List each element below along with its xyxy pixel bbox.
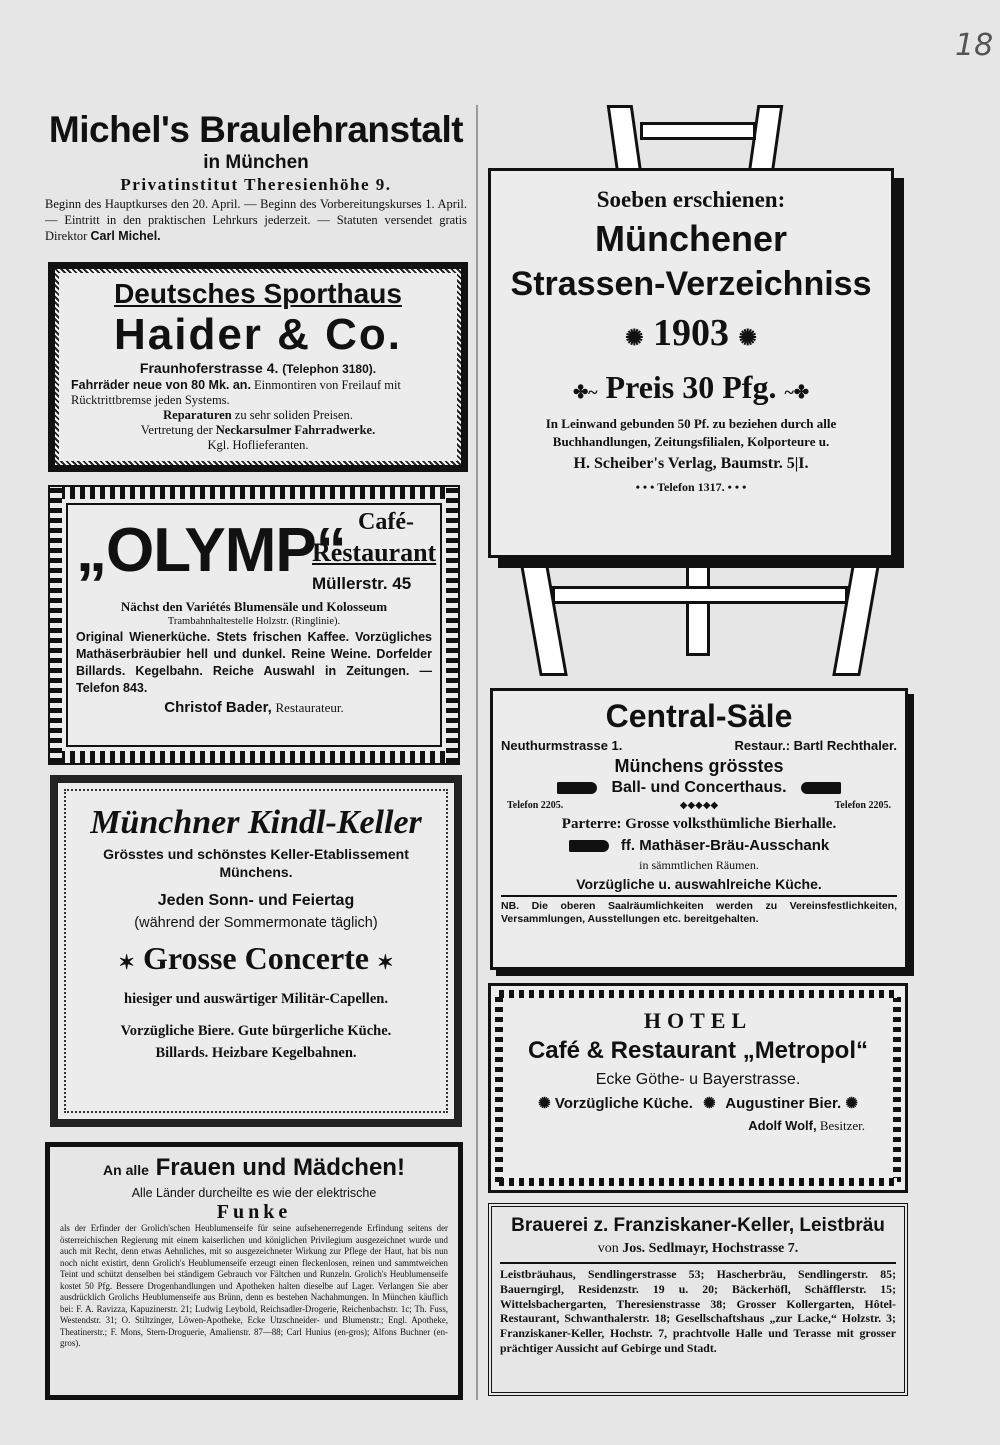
easel-leg-left-bottom bbox=[520, 565, 568, 676]
easel-leg-right-bottom bbox=[832, 565, 880, 676]
sporthaus-inner bbox=[59, 273, 457, 461]
hotel-inner bbox=[509, 1004, 887, 1172]
olymp-right-teeth bbox=[446, 487, 458, 763]
olymp-owner: Christof Bader, bbox=[164, 699, 272, 716]
strassen-year-line bbox=[501, 307, 881, 364]
strassen-phone: • • • Telefon 1317. • • • bbox=[635, 480, 747, 494]
olymp-restaurant: Restaurant bbox=[312, 538, 437, 567]
central-ad bbox=[490, 688, 908, 970]
michel-line: Privatinstitut Theresienhöhe 9. bbox=[120, 175, 392, 194]
strassen-year: 1903 bbox=[653, 312, 729, 354]
central-tel-row bbox=[501, 799, 897, 813]
star-icon: ✶ bbox=[377, 952, 394, 974]
olymp-ad bbox=[48, 485, 460, 765]
flower-icon: ✺ bbox=[845, 1095, 858, 1112]
easel-bar-bottom bbox=[552, 586, 848, 604]
olymp-top-teeth bbox=[50, 487, 458, 499]
brauerei-owner: Jos. Sedlmayr, Hochstrasse 7. bbox=[622, 1241, 799, 1256]
sporthaus-address-line bbox=[71, 359, 445, 378]
olymp-body: Original Wienerküche. Stets frischen Kaffee. Vorzügliches Mathäserbräubier hell und dunkel. Reine Weine. Dorfelder Billards. Kegelbahn. Reiche Auswahl in Zeitungen. — Telefon 843. bbox=[76, 630, 432, 695]
central-ausschank: ff. Mathäser-Bräu-Ausschank bbox=[620, 837, 830, 854]
strassen-body: In Leinwand gebunden 50 Pf. zu beziehen durch alle Buchhandlungen, Zeitungsfilialen, Kolporteure u. bbox=[545, 416, 837, 449]
central-rooms: in sämmtlichen Räumen. bbox=[639, 858, 759, 872]
ornament-left-icon: ✤~ bbox=[573, 382, 598, 402]
pointing-hand-right-icon bbox=[569, 840, 609, 852]
frauen-ad bbox=[45, 1142, 463, 1400]
hotel-address: Ecke Göthe- u Bayerstrasse. bbox=[595, 1071, 801, 1088]
sporthaus-repairs bbox=[71, 408, 445, 423]
sporthaus-ad bbox=[48, 262, 468, 472]
flower-icon: ✺ bbox=[625, 325, 644, 350]
olymp-bottom-teeth bbox=[50, 751, 458, 763]
hotel-bottom-teeth bbox=[499, 1178, 897, 1186]
kindl-billards: Billards. Heizbare Kegelbahnen. bbox=[155, 1045, 357, 1061]
olymp-near: Nächst den Variétés Blumensäle und Kolosseum bbox=[120, 599, 388, 614]
flower-icon: ✺ bbox=[703, 1095, 716, 1112]
olymp-name: „OLYMP“ bbox=[76, 516, 346, 585]
flower-icon: ✺ bbox=[538, 1095, 551, 1112]
hotel-left-teeth bbox=[495, 994, 503, 1182]
hotel-ad bbox=[488, 983, 908, 1193]
hotel-kitchen: Vorzügliche Küche. bbox=[554, 1095, 693, 1112]
hotel-right-teeth bbox=[893, 994, 901, 1182]
hotel-owner-line bbox=[515, 1116, 881, 1136]
frauen-head-big: Frauen und Mädchen! bbox=[155, 1154, 405, 1181]
strassen-price-line bbox=[501, 364, 881, 415]
sporthaus-agency-bold: Neckarsulmer Fahrradwerke. bbox=[215, 423, 376, 437]
central-kitchen: Vorzügliche u. auswahlreiche Küche. bbox=[576, 876, 822, 892]
hotel-features bbox=[515, 1092, 881, 1116]
strassen-price: Preis 30 Pfg. bbox=[605, 369, 777, 405]
kindl-chapels: hiesiger und auswärtiger Militär-Capellen. bbox=[124, 991, 388, 1007]
strassen-title1: Münchener bbox=[594, 218, 788, 259]
kindl-line1: Grösstes und schönstes Keller-Etablissement bbox=[103, 846, 409, 862]
kindl-line2: Münchens. bbox=[219, 864, 293, 880]
strassen-title2: Strassen-Verzeichniss bbox=[510, 265, 872, 303]
strassen-publisher: H. Scheiber's Verlag, Baumstr. 5|I. bbox=[573, 455, 809, 472]
easel-leg-center-bottom bbox=[686, 565, 710, 656]
frauen-head bbox=[60, 1153, 448, 1185]
page-number: 18 bbox=[955, 28, 994, 63]
brauerei-title: Brauerei z. Franziskaner-Keller, Leistbräu bbox=[511, 1215, 885, 1236]
central-divider-icon: ◆◆◆◆◆ bbox=[679, 800, 719, 811]
hotel-beer: Augustiner Bier. bbox=[725, 1095, 842, 1112]
michel-title: Michel's Braulehranstalt bbox=[48, 109, 464, 150]
brauerei-owner-line bbox=[500, 1239, 896, 1264]
hotel-name: Café & Restaurant „Metropol“ bbox=[527, 1037, 869, 1064]
olymp-tram: Trambahnhaltestelle Holzstr. (Ringlinie). bbox=[167, 616, 341, 627]
olymp-left-teeth bbox=[50, 487, 62, 763]
sporthaus-name: Haider & Co. bbox=[113, 310, 403, 359]
michel-ad bbox=[45, 108, 467, 258]
hotel-owner-role: Besitzer. bbox=[819, 1118, 865, 1133]
sporthaus-bikes-rest: Einmontiren von Freilauf mit Rücktrittbremse jeden Systems. bbox=[71, 378, 401, 407]
sporthaus-title: Deutsches Sporthaus bbox=[114, 278, 402, 309]
olymp-owner-role: Restaurateur. bbox=[275, 700, 344, 715]
sporthaus-supplier: Kgl. Hoflieferanten. bbox=[207, 438, 309, 452]
strassen-head: Soeben erschienen: bbox=[596, 187, 786, 212]
kindl-summer: (während der Sommermonate täglich) bbox=[134, 915, 378, 931]
michel-subtitle: in München bbox=[203, 152, 309, 173]
michel-director: Carl Michel. bbox=[90, 229, 161, 243]
easel-bar-top bbox=[640, 122, 756, 140]
kindl-ad bbox=[50, 775, 462, 1127]
sporthaus-bikes-bold: Fahrräder neue von 80 Mk. an. bbox=[71, 378, 251, 392]
central-restaur: Restaur.: Bartl Rechthaler. bbox=[734, 738, 897, 753]
central-line1: Münchens grösstes bbox=[614, 756, 784, 776]
olymp-street: Müllerstr. 45 bbox=[312, 574, 412, 593]
central-nb: NB. Die oberen Saalräumlichkeiten werden zu Vereinsfestlichkeiten, Versammlungen, Ausstellungen etc. bereitgehalten. bbox=[501, 895, 897, 926]
central-parterre: Parterre: Grosse volksthümliche Bierhalle. bbox=[561, 816, 837, 832]
sporthaus-address: Fraunhoferstrasse 4. bbox=[139, 360, 279, 376]
kindl-inner bbox=[64, 789, 448, 1113]
sporthaus-agency-prefix: Vertretung der bbox=[140, 423, 213, 437]
strassen-ad bbox=[488, 168, 894, 558]
central-line2-row bbox=[501, 777, 897, 799]
sporthaus-repairs-rest: zu sehr soliden Preisen. bbox=[234, 408, 353, 422]
pointing-hand-left-icon bbox=[801, 782, 841, 794]
frauen-line1: Alle Länder durcheilte es wie der elektrische bbox=[131, 1186, 377, 1200]
central-tel-right: Telefon 2205. bbox=[834, 800, 891, 811]
frauen-head-small: An alle bbox=[103, 1162, 149, 1178]
hotel-head: HOTEL bbox=[643, 1008, 753, 1033]
kindl-title: Münchner Kindl-Keller bbox=[90, 804, 422, 841]
central-tel-left: Telefon 2205. bbox=[507, 800, 564, 811]
hotel-top-teeth bbox=[499, 990, 897, 998]
frauen-funke: Funke bbox=[216, 1201, 292, 1223]
brauerei-body: Leistbräuhaus, Sendlingerstrasse 53; Hascherbräu, Sendlingerstr. 85; Bauerngirgl, Residenzstr. 19 u. 20; Bäckerhöfl, Schäfflerstr. 15; Wittelsbachergarten, Theresienstrasse 38; Grosser Kollergarten, Hôtel-Restaurant, Schwanthalerstr. 18; Gesellschaftshaus „zur Lacke,“ Holzstr. 3; Franziskaner-Keller, Hochstr. 7, prachtvolle Halle und Terasse mit grosser prächtiger Aussicht auf Gebirge und Stadt. bbox=[500, 1267, 896, 1355]
ornament-right-icon: ~✤ bbox=[784, 382, 809, 402]
frauen-body: als der Erfinder der Grolich'schen Heublumenseife für seine aufsehenerregende Erfindung seitens der österreichischen Regierung mit einem kaiserlichen und königlichen Privilegium ausgezeichnet wurde und auch mit Recht, denn etwas Aehnliches, mit so ausgezeichneter Wirkung zur Pflege der Haut, hat bis nun noch nicht existirt, denn Grolich's Heublumenseife erzeugt einen fleckenlosen, reinen und sammtweichen Teint und schützt denselben bei ständigem Gebrauch vor Fältchen und Runzeln. Grolich's Heublumenseife kostet 50 Pfg. Bessere Drogenhandlungen und Apotheken halten dieselbe auf Lager. Verlangen Sie aber ausdrücklich Grolichs Heublumenseife aus Brünn, denn es bestehen Nachahmungen. In München käuflich bei: F. A. Ravizza, Kapuzinerstr. 21; Ludwig Leybold, Reichsadler-Drogerie, Reichenbachstr. 1c; Th. Fuss, Westendstr. 31; O. Stiltzinger, Löwen-Apotheke, Ecke Utzschneider- und Blumenstr.; Engl. Apotheke, Theatinerstr.; F. Mons, Stern-Droguerie, Amalienstr. 87—88; Carl Hunius (en-gros); Alfons Buchner (en-gros). bbox=[60, 1223, 448, 1348]
olymp-inner bbox=[66, 503, 442, 747]
central-street-row bbox=[501, 737, 897, 755]
kindl-sunday: Jeden Sonn- und Feiertag bbox=[157, 892, 355, 909]
kindl-concerts-line bbox=[74, 933, 438, 988]
hotel-owner: Adolf Wolf, bbox=[748, 1118, 817, 1133]
flower-icon: ✺ bbox=[738, 325, 757, 350]
olymp-cafe: Café- bbox=[358, 509, 414, 535]
brauerei-von: von bbox=[597, 1241, 619, 1256]
kindl-beers: Vorzügliche Biere. Gute bürgerliche Küche. bbox=[120, 1023, 392, 1039]
brauerei-ad bbox=[488, 1203, 908, 1396]
column-divider bbox=[476, 105, 478, 1400]
central-street: Neuthurmstrasse 1. bbox=[501, 738, 623, 753]
sporthaus-repairs-bold: Reparaturen bbox=[163, 408, 232, 422]
sporthaus-phone: (Telephon 3180). bbox=[282, 362, 377, 376]
michel-body-text: Beginn des Hauptkurses den 20. April. — Beginn des Vorbereitungskurses 1. April. — Eintritt in den praktischen Lehrkurs jederzeit. — Statuten versendet gratis Direktor bbox=[45, 197, 467, 243]
michel-body bbox=[45, 196, 467, 244]
olymp-owner-line bbox=[76, 697, 432, 719]
kindl-concerts: Grosse Concerte bbox=[143, 940, 369, 976]
sporthaus-bikes bbox=[71, 378, 445, 408]
central-title: Central-Säle bbox=[605, 698, 793, 734]
central-ausschank-row bbox=[501, 835, 897, 857]
star-icon: ✶ bbox=[118, 952, 135, 974]
central-line2: Ball- und Concerthaus. bbox=[611, 779, 787, 796]
pointing-hand-right-icon bbox=[557, 782, 597, 794]
sporthaus-agency bbox=[71, 423, 445, 438]
